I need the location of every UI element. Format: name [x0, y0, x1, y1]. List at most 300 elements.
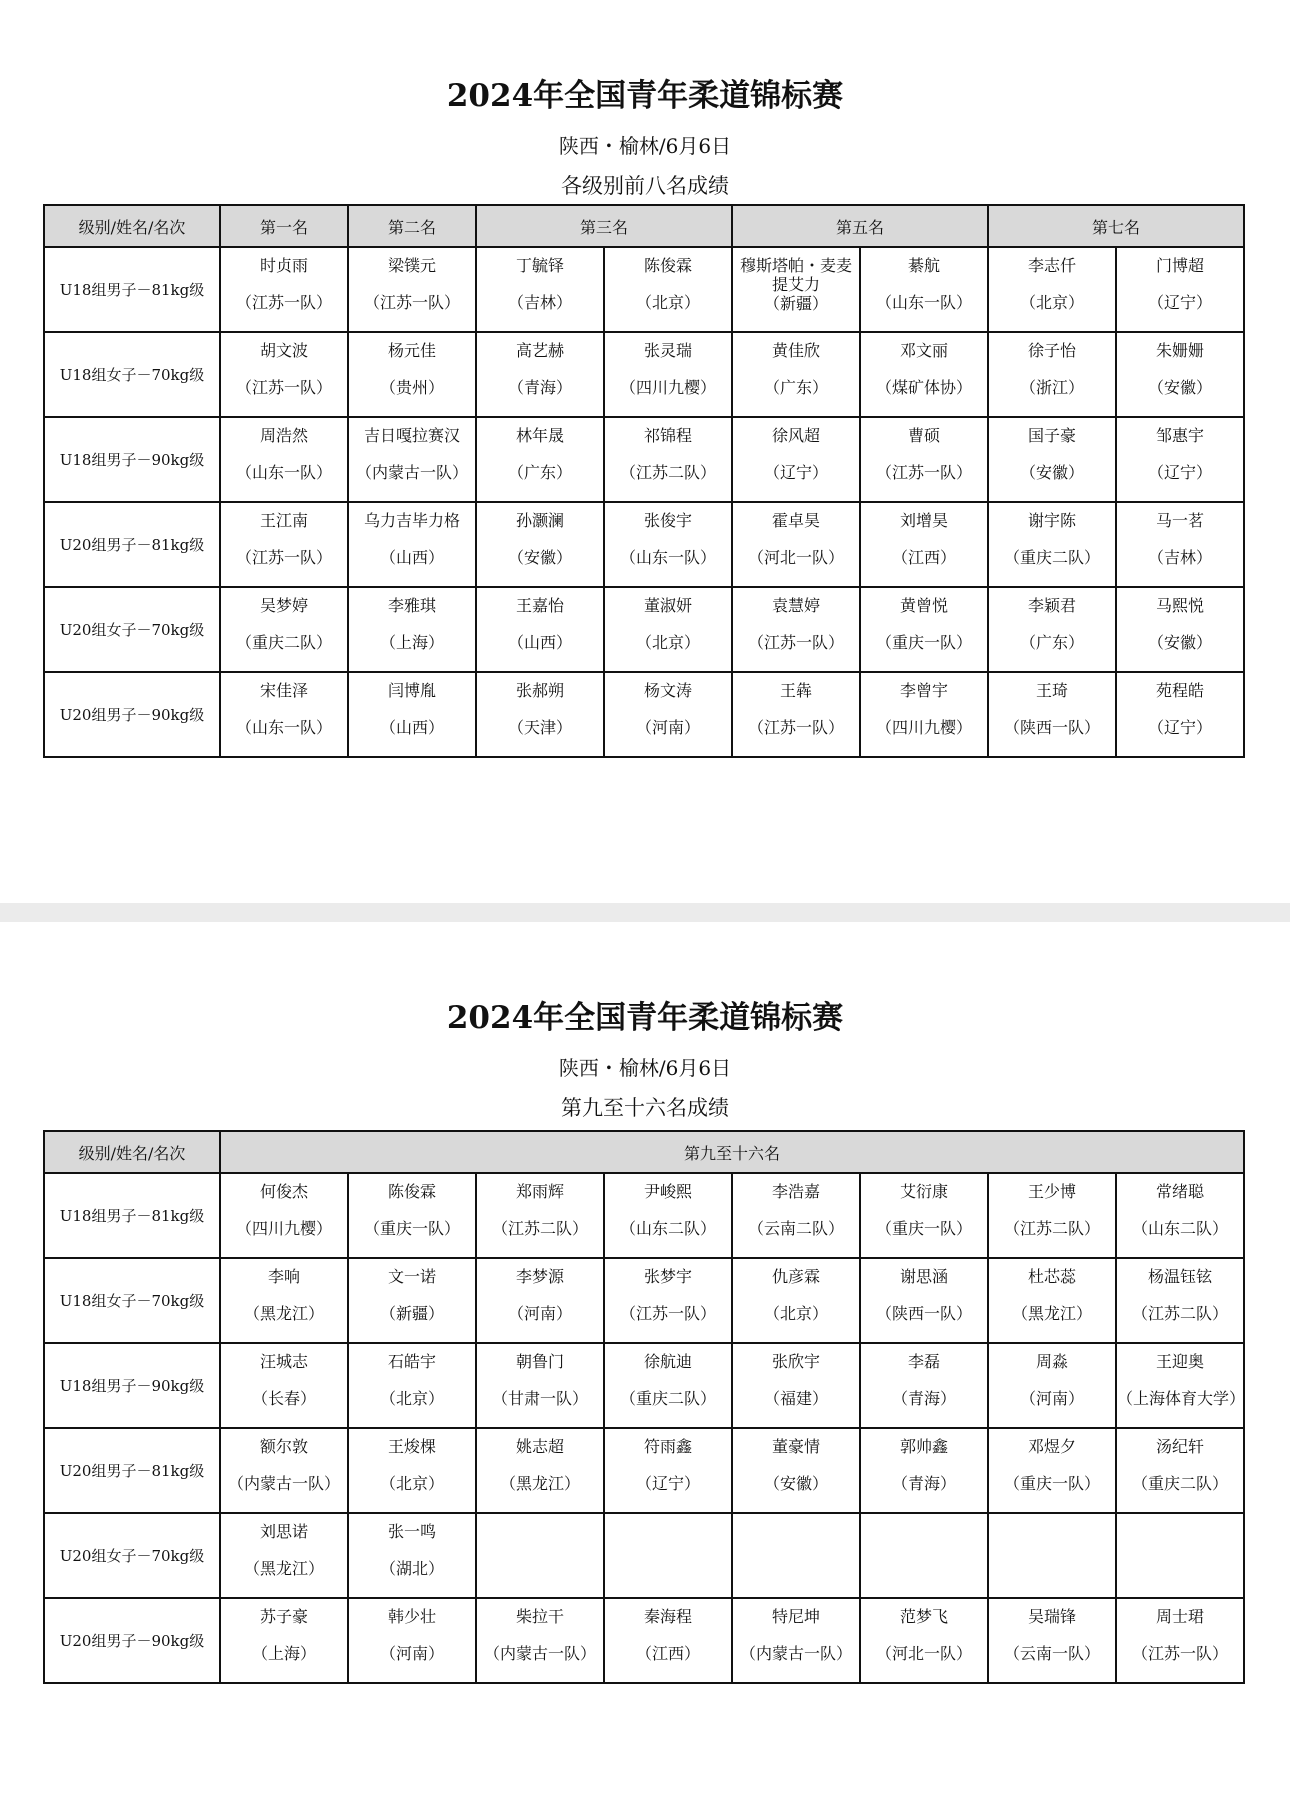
- result-cell: [348, 417, 476, 502]
- athlete-name: 綦航: [907, 256, 940, 275]
- athlete-name: 徐子怡: [1027, 341, 1076, 360]
- division-label: U18组女子－70kg级: [44, 332, 220, 417]
- athlete-entry: [861, 1346, 987, 1425]
- result-cell: [732, 1428, 860, 1513]
- athlete-entry: [1117, 1601, 1243, 1680]
- athlete-entry: [349, 1516, 475, 1595]
- result-cell: [1116, 417, 1244, 502]
- athlete-name: 杨文涛: [643, 681, 692, 700]
- athlete-name: 孙灏澜: [515, 511, 564, 530]
- athlete-team: （江苏一队）: [619, 1304, 716, 1323]
- result-cell: [348, 587, 476, 672]
- table-row: [44, 332, 1244, 417]
- athlete-team: （上海体育大学）: [1117, 1389, 1246, 1408]
- result-cell: [1116, 1513, 1244, 1598]
- athlete-entry: [1117, 250, 1243, 329]
- athlete-name: 吴瑞锋: [1027, 1607, 1076, 1626]
- athlete-name: 李曾宇: [899, 681, 948, 700]
- result-cell: [220, 247, 348, 332]
- athlete-name: 王嘉怡: [515, 596, 564, 615]
- athlete-name: 邹惠宇: [1155, 426, 1204, 445]
- division-label: U18组男子－81kg级: [44, 247, 220, 332]
- table-row: [44, 247, 1244, 332]
- athlete-team: （江苏一队）: [747, 718, 844, 737]
- athlete-entry: [477, 250, 603, 329]
- athlete-team: （河北一队）: [747, 548, 844, 567]
- athlete-entry: [221, 505, 347, 584]
- athlete-entry: [349, 1601, 475, 1680]
- athlete-team: （上海）: [251, 1644, 316, 1663]
- result-cell: [988, 332, 1116, 417]
- athlete-team: （山东一队）: [235, 463, 332, 482]
- ninth-caption: 第九至十六名成绩: [561, 1096, 729, 1120]
- athlete-team: （重庆二队）: [619, 1389, 716, 1408]
- result-cell: [988, 502, 1116, 587]
- athlete-name: 宋佳泽: [259, 681, 308, 700]
- athlete-team: （北京）: [635, 633, 700, 652]
- athlete-name: 周浩然: [259, 426, 308, 445]
- result-cell: [604, 1598, 732, 1683]
- athlete-team: （黑龙江）: [1011, 1304, 1092, 1323]
- athlete-name: 杜芯蕊: [1027, 1267, 1076, 1286]
- result-cell: [220, 1343, 348, 1428]
- athlete-entry: [477, 1516, 603, 1595]
- event-title: 2024年全国青年柔道锦标赛: [446, 1000, 844, 1036]
- athlete-entry: [349, 505, 475, 584]
- result-cell: [220, 417, 348, 502]
- header-division: 级别/姓名/名次: [44, 205, 220, 247]
- athlete-team: （江苏二队）: [1131, 1304, 1228, 1323]
- top8-header-row: [44, 205, 1244, 247]
- athlete-entry: [605, 1261, 731, 1340]
- athlete-entry: [1117, 1176, 1243, 1255]
- athlete-entry: [477, 1601, 603, 1680]
- athlete-name: 国子豪: [1027, 426, 1076, 445]
- athlete-team: （河南）: [507, 1304, 572, 1323]
- result-cell: [988, 247, 1116, 332]
- athlete-team: （上海）: [379, 633, 444, 652]
- athlete-team: （辽宁）: [1147, 293, 1212, 312]
- result-cell: [988, 1598, 1116, 1683]
- result-cell: [604, 247, 732, 332]
- athlete-team: （山西）: [379, 548, 444, 567]
- athlete-team: （内蒙古一队）: [227, 1474, 340, 1493]
- result-cell: [604, 1428, 732, 1513]
- header-seventh: 第七名: [988, 205, 1244, 247]
- athlete-team: （辽宁）: [763, 463, 828, 482]
- result-cell: [732, 1513, 860, 1598]
- athlete-name: 王迎奥: [1155, 1352, 1204, 1371]
- athlete-team: （重庆二队）: [1003, 548, 1100, 567]
- result-cell: [860, 417, 988, 502]
- athlete-entry: [989, 505, 1115, 584]
- result-cell: [220, 1258, 348, 1343]
- athlete-entry: [605, 1601, 731, 1680]
- athlete-entry: [861, 1516, 987, 1595]
- result-cell: [604, 672, 732, 757]
- athlete-entry: [989, 1516, 1115, 1595]
- athlete-entry: [349, 335, 475, 414]
- result-cell: [476, 1343, 604, 1428]
- result-cell: [604, 1258, 732, 1343]
- table-row: [44, 1598, 1244, 1683]
- athlete-team: （甘肃一队）: [491, 1389, 588, 1408]
- athlete-entry: [861, 590, 987, 669]
- athlete-team: （云南一队）: [1003, 1644, 1100, 1663]
- athlete-entry: [605, 675, 731, 754]
- result-cell: [476, 1598, 604, 1683]
- result-cell: [604, 332, 732, 417]
- athlete-name: 黄佳欣: [771, 341, 820, 360]
- athlete-name: 高艺赫: [515, 341, 564, 360]
- athlete-name: 董豪情: [771, 1437, 820, 1456]
- athlete-name: 汪城志: [259, 1352, 308, 1371]
- athlete-entry: [349, 1431, 475, 1510]
- top8-table: [43, 204, 1245, 758]
- athlete-entry: [733, 250, 859, 329]
- division-label: U20组男子－90kg级: [44, 672, 220, 757]
- athlete-team: （安徽）: [1147, 378, 1212, 397]
- athlete-team: （重庆二队）: [235, 633, 332, 652]
- result-cell: [348, 672, 476, 757]
- ninth-body: [44, 1173, 1244, 1683]
- athlete-entry: [477, 335, 603, 414]
- result-cell: [732, 247, 860, 332]
- athlete-name: 苏子豪: [259, 1607, 308, 1626]
- athlete-team: （广东）: [763, 378, 828, 397]
- result-cell: [1116, 1343, 1244, 1428]
- athlete-team: （江西）: [891, 548, 956, 567]
- athlete-entry: [989, 335, 1115, 414]
- athlete-entry: [989, 1431, 1115, 1510]
- location-date: 陕西・榆林/6月6日: [558, 134, 732, 158]
- ninth-header-row: [44, 1131, 1244, 1173]
- athlete-entry: [477, 1431, 603, 1510]
- result-cell: [220, 502, 348, 587]
- athlete-name: 李浩嘉: [771, 1182, 820, 1201]
- result-cell: [1116, 1428, 1244, 1513]
- athlete-entry: [733, 1176, 859, 1255]
- athlete-entry: [1117, 505, 1243, 584]
- athlete-name: 邓文丽: [899, 341, 948, 360]
- athlete-entry: [989, 590, 1115, 669]
- athlete-name: 郑雨辉: [515, 1182, 564, 1201]
- athlete-name: 秦海程: [643, 1607, 692, 1626]
- athlete-name: 仇彦霖: [771, 1267, 820, 1286]
- division-label: U18组男子－90kg级: [44, 417, 220, 502]
- result-cell: [1116, 672, 1244, 757]
- athlete-name: 周淼: [1035, 1352, 1068, 1371]
- athlete-entry: [349, 675, 475, 754]
- result-cell: [732, 502, 860, 587]
- result-cell: [220, 672, 348, 757]
- athlete-entry: [221, 1346, 347, 1425]
- athlete-entry: [605, 1346, 731, 1425]
- athlete-team: （河南）: [1019, 1389, 1084, 1408]
- result-cell: [220, 1598, 348, 1683]
- athlete-entry: [861, 1431, 987, 1510]
- athlete-team: （新疆）: [763, 294, 828, 313]
- result-cell: [860, 247, 988, 332]
- result-cell: [220, 1428, 348, 1513]
- athlete-entry: [1117, 1516, 1243, 1595]
- athlete-name: 艾衍康: [899, 1182, 948, 1201]
- athlete-team: （山东二队）: [1131, 1219, 1228, 1238]
- results-page-9to16: [0, 922, 1290, 1811]
- athlete-name: 周士珺: [1155, 1607, 1204, 1626]
- athlete-name: 郭帅鑫: [899, 1437, 948, 1456]
- result-cell: [348, 1258, 476, 1343]
- result-cell: [476, 502, 604, 587]
- athlete-entry: [349, 1176, 475, 1255]
- result-cell: [476, 1513, 604, 1598]
- result-cell: [604, 502, 732, 587]
- athlete-team: （福建）: [763, 1389, 828, 1408]
- athlete-name: 梁镤元: [387, 256, 436, 275]
- athlete-entry: [733, 675, 859, 754]
- athlete-name: 苑程皓: [1155, 681, 1204, 700]
- result-cell: [988, 672, 1116, 757]
- athlete-entry: [221, 675, 347, 754]
- athlete-team: （安徽）: [507, 548, 572, 567]
- result-cell: [348, 332, 476, 417]
- athlete-entry: [989, 675, 1115, 754]
- athlete-name: 尹峻熙: [643, 1182, 692, 1201]
- result-cell: [1116, 247, 1244, 332]
- athlete-entry: [477, 1176, 603, 1255]
- result-cell: [348, 1173, 476, 1258]
- athlete-entry: [861, 675, 987, 754]
- division-label: U18组女子－70kg级: [44, 1258, 220, 1343]
- result-cell: [476, 332, 604, 417]
- location-date: 陕西・榆林/6月6日: [558, 1056, 732, 1080]
- table-row: [44, 1343, 1244, 1428]
- result-cell: [732, 1258, 860, 1343]
- athlete-name: 王琦: [1035, 681, 1068, 700]
- athlete-entry: [605, 1176, 731, 1255]
- athlete-name: 吴梦婷: [259, 596, 308, 615]
- athlete-entry: [733, 1346, 859, 1425]
- athlete-team: （黑龙江）: [243, 1304, 324, 1323]
- athlete-name: 张郝朔: [515, 681, 564, 700]
- athlete-team: （江苏一队）: [235, 548, 332, 567]
- result-cell: [988, 1258, 1116, 1343]
- athlete-name: 符雨鑫: [643, 1437, 692, 1456]
- result-cell: [988, 1428, 1116, 1513]
- athlete-team: （江苏一队）: [235, 378, 332, 397]
- athlete-team: （江苏二队）: [619, 463, 716, 482]
- result-cell: [348, 247, 476, 332]
- athlete-entry: [605, 505, 731, 584]
- athlete-entry: [861, 250, 987, 329]
- athlete-entry: [221, 1601, 347, 1680]
- athlete-name: 徐风超: [771, 426, 820, 445]
- athlete-team: （云南二队）: [747, 1219, 844, 1238]
- athlete-name: 刘思诺: [259, 1522, 308, 1541]
- athlete-name: 陈俊霖: [643, 256, 692, 275]
- athlete-team: （湖北）: [379, 1559, 444, 1578]
- table-row: [44, 417, 1244, 502]
- athlete-entry: [477, 420, 603, 499]
- result-cell: [604, 417, 732, 502]
- athlete-team: （吉林）: [1147, 548, 1212, 567]
- athlete-entry: [733, 505, 859, 584]
- athlete-team: （江苏一队）: [875, 463, 972, 482]
- athlete-team: （黑龙江）: [243, 1559, 324, 1578]
- result-cell: [732, 587, 860, 672]
- athlete-team: （内蒙古一队）: [739, 1644, 852, 1663]
- result-cell: [988, 1173, 1116, 1258]
- athlete-name: 时贞雨: [259, 256, 308, 275]
- athlete-entry: [221, 1516, 347, 1595]
- athlete-entry: [1117, 675, 1243, 754]
- athlete-team: （辽宁）: [635, 1474, 700, 1493]
- result-cell: [988, 587, 1116, 672]
- athlete-name: 张一鸣: [387, 1522, 436, 1541]
- result-cell: [1116, 1173, 1244, 1258]
- result-cell: [732, 1598, 860, 1683]
- athlete-entry: [221, 590, 347, 669]
- results-page-top8: [0, 0, 1290, 903]
- result-cell: [1116, 1258, 1244, 1343]
- result-cell: [476, 1258, 604, 1343]
- athlete-entry: [477, 675, 603, 754]
- athlete-name: 马熙悦: [1155, 596, 1204, 615]
- result-cell: [348, 502, 476, 587]
- result-cell: [604, 1173, 732, 1258]
- table-row: [44, 1428, 1244, 1513]
- athlete-team: （安徽）: [1147, 633, 1212, 652]
- athlete-name: 董淑妍: [643, 596, 692, 615]
- athlete-name: 额尔敦: [259, 1437, 308, 1456]
- athlete-entry: [861, 420, 987, 499]
- result-cell: [860, 1173, 988, 1258]
- athlete-team: （四川九樱）: [235, 1219, 332, 1238]
- result-cell: [348, 1513, 476, 1598]
- athlete-team: （陕西一队）: [1003, 718, 1100, 737]
- athlete-team: （山东二队）: [619, 1219, 716, 1238]
- result-cell: [348, 1343, 476, 1428]
- athlete-team: （内蒙古一队）: [483, 1644, 596, 1663]
- athlete-entry: [605, 1516, 731, 1595]
- athlete-team: （北京）: [379, 1389, 444, 1408]
- athlete-entry: [1117, 1346, 1246, 1425]
- result-cell: [1116, 1598, 1244, 1683]
- athlete-team: （北京）: [763, 1304, 828, 1323]
- athlete-entry: [989, 1346, 1115, 1425]
- athlete-name: 李志仟: [1027, 256, 1076, 275]
- athlete-team: （重庆一队）: [875, 1219, 972, 1238]
- athlete-team: （内蒙古一队）: [355, 463, 468, 482]
- table-row: [44, 587, 1244, 672]
- result-cell: [732, 1343, 860, 1428]
- result-cell: [732, 332, 860, 417]
- athlete-entry: [733, 1601, 859, 1680]
- result-cell: [860, 1513, 988, 1598]
- athlete-name: 张欣宇: [771, 1352, 820, 1371]
- result-cell: [604, 1513, 732, 1598]
- athlete-team: （重庆二队）: [1131, 1474, 1228, 1493]
- result-cell: [1116, 502, 1244, 587]
- athlete-name: 林年晟: [515, 426, 564, 445]
- athlete-team: （天津）: [507, 718, 572, 737]
- athlete-name: 柴拉干: [515, 1607, 564, 1626]
- result-cell: [476, 417, 604, 502]
- athlete-name: 谢宇陈: [1027, 511, 1076, 530]
- athlete-name: 徐航迪: [643, 1352, 692, 1371]
- result-cell: [476, 1428, 604, 1513]
- athlete-team: （四川九樱）: [619, 378, 716, 397]
- athlete-name: 门博超: [1155, 256, 1204, 275]
- athlete-entry: [733, 420, 859, 499]
- athlete-entry: [989, 1176, 1115, 1255]
- athlete-team: （煤矿体协）: [875, 378, 972, 397]
- athlete-name: 谢思涵: [899, 1267, 948, 1286]
- athlete-name: 姚志超: [515, 1437, 564, 1456]
- athlete-team: （北京）: [635, 293, 700, 312]
- athlete-entry: [349, 1261, 475, 1340]
- athlete-entry: [861, 1261, 987, 1340]
- athlete-entry: [733, 1431, 859, 1510]
- athlete-name: 王焌棵: [387, 1437, 436, 1456]
- athlete-team: （江苏一队）: [363, 293, 460, 312]
- athlete-name: 文一诺: [387, 1267, 436, 1286]
- athlete-team: （吉林）: [507, 293, 572, 312]
- division-label: U20组男子－90kg级: [44, 1598, 220, 1683]
- result-cell: [348, 1598, 476, 1683]
- result-cell: [1116, 587, 1244, 672]
- athlete-name: 祁锦程: [643, 426, 692, 445]
- athlete-name: 张梦宇: [643, 1267, 692, 1286]
- header-first: 第一名: [220, 205, 348, 247]
- athlete-name: 穆斯塔帕・麦麦提艾力: [739, 256, 852, 294]
- athlete-entry: [349, 420, 475, 499]
- athlete-entry: [349, 250, 475, 329]
- result-cell: [860, 672, 988, 757]
- result-cell: [476, 672, 604, 757]
- athlete-team: （山东一队）: [875, 293, 972, 312]
- athlete-name: 黄曾悦: [899, 596, 948, 615]
- athlete-name: 王江南: [259, 511, 308, 530]
- top8-caption: 各级别前八名成绩: [561, 174, 729, 198]
- athlete-team: （重庆一队）: [875, 633, 972, 652]
- athlete-entry: [861, 1601, 987, 1680]
- athlete-name: 王犇: [779, 681, 812, 700]
- athlete-team: （黑龙江）: [499, 1474, 580, 1493]
- athlete-entry: [861, 505, 987, 584]
- result-cell: [988, 1343, 1116, 1428]
- result-cell: [732, 417, 860, 502]
- table-row: [44, 1513, 1244, 1598]
- athlete-team: （辽宁）: [1147, 718, 1212, 737]
- header-third: 第三名: [476, 205, 732, 247]
- athlete-team: （广东）: [1019, 633, 1084, 652]
- table-row: [44, 502, 1244, 587]
- athlete-team: （青海）: [891, 1474, 956, 1493]
- athlete-team: （重庆一队）: [363, 1219, 460, 1238]
- athlete-entry: [221, 420, 347, 499]
- athlete-name: 丁毓铎: [515, 256, 564, 275]
- athlete-entry: [989, 250, 1115, 329]
- athlete-entry: [733, 335, 859, 414]
- athlete-entry: [349, 590, 475, 669]
- athlete-team: （北京）: [379, 1474, 444, 1493]
- athlete-entry: [989, 1261, 1115, 1340]
- athlete-name: 何俊杰: [259, 1182, 308, 1201]
- athlete-team: （广东）: [507, 463, 572, 482]
- result-cell: [860, 1598, 988, 1683]
- result-cell: [732, 1173, 860, 1258]
